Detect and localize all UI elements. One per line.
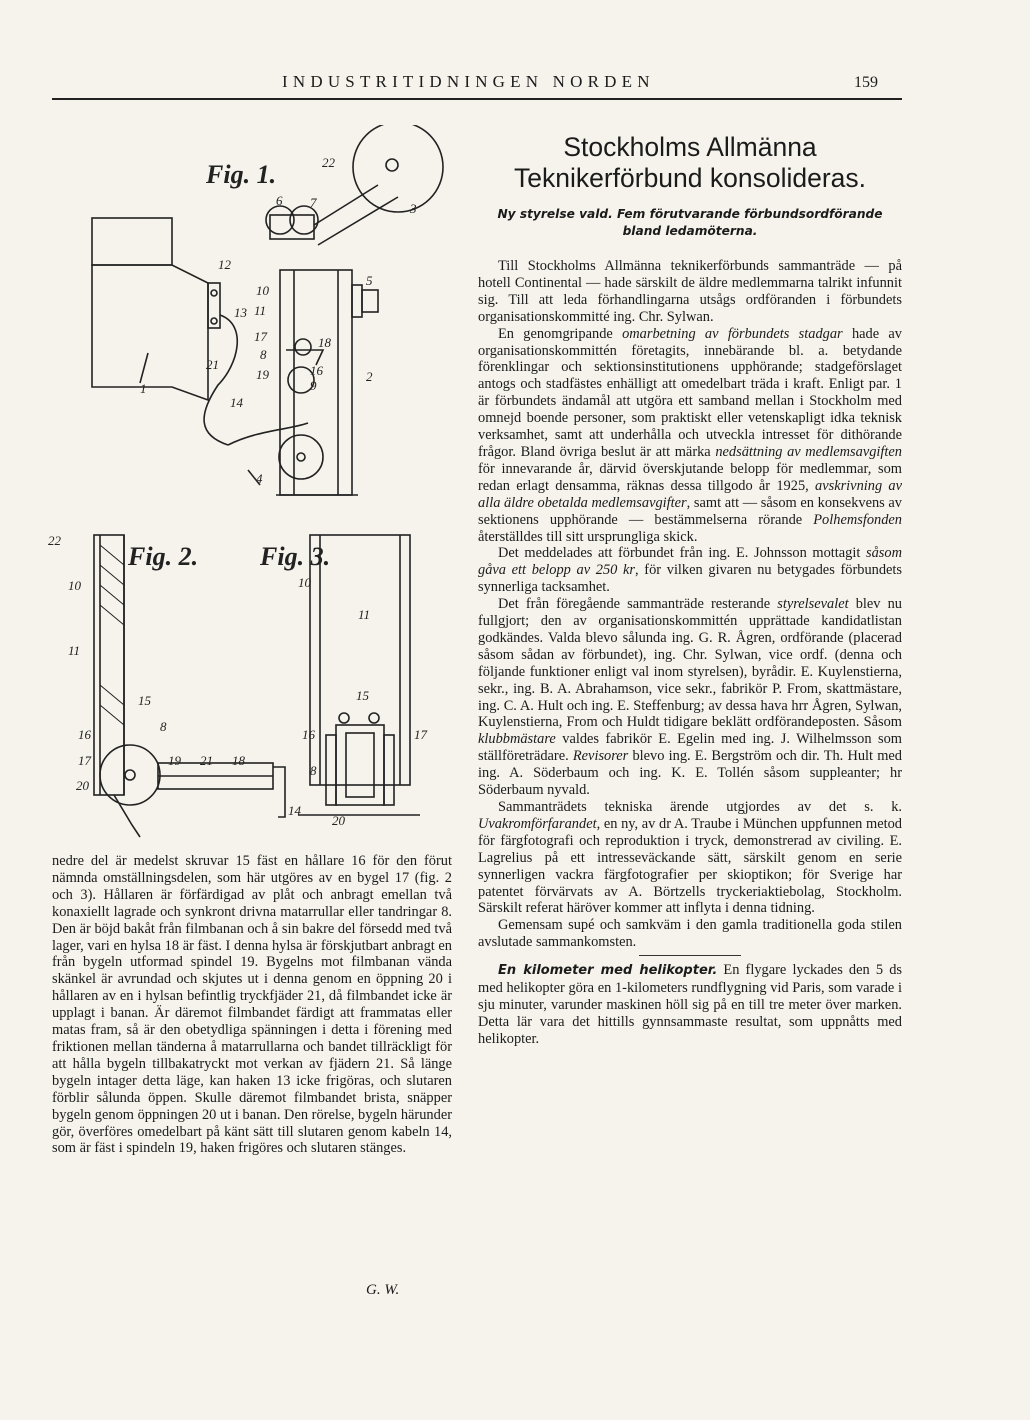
fig2-num: 8 — [160, 719, 167, 734]
fig3-num: 17 — [414, 727, 427, 742]
fig2-num: 15 — [138, 693, 151, 708]
fig1-num: 14 — [230, 395, 243, 410]
notice-paragraph: En kilometer med helikopter. En flygare lyckades den 5 ds med helikopter göra en 1-kilometers rundflygning vid Paris, som varade i sju minuter, varunder maskinen höll sig på en till tre meter över marken. Detta lär vara det hittills gynnsammaste resultat, som uppnåtts med helikopter. — [478, 962, 903, 1047]
article-paragraph: Det från föregående sammanträde resterande styrelsevalet blev nu fullgjort; den av organisationskommittén upprättade kandidatlistan godkändes. Valda blevo sålunda ing. G. R. Ågren, ordförande (placerad såsom sådan av förbundet), ing. Chr. Sylwan, vice ordf. (denna och följande funktioner enligt val inom styrelsen), byrådir. E. Kuylenstierna, sekr., ing. B. A. Abrahamson, vice sekr., fabrikör P. From, skattmästare, ing. C. A. Hult och ing. E. Steffenburg; av dessa hava hrr Ågren, Sylwan, Kuylenstierna, From och Huldt tidigare beklätt ordförandeposten. Såsom klubbmästare valdes fabrikör E. Egelin med ing. J. Wilhelmsson som ställföreträdare. Revisorer blevo ing. E. Bergström och dir. Th. Hult med ing. A. Söderbaum och ing. K. E. Tollén såsom suppleanter; hr Söderbaum nyvald. — [478, 596, 902, 799]
fig2-label: Fig. 2. — [128, 542, 199, 571]
article-body — [478, 258, 902, 951]
fig1-num: 18 — [318, 335, 331, 350]
fig1-num: 6 — [276, 193, 283, 208]
fig2-num: 21 — [200, 753, 213, 768]
fig1-num: 2 — [366, 369, 373, 384]
article-paragraph: Till Stockholms Allmänna teknikerförbunds sammanträde — på hotell Continental — hade särskilt de äldre medlemmarna talrikt infunnit sig. Till att leda förhandlingarna utsågs ordföranden i förbundets organisationskommitté ing. Chr. Sylwan. — [478, 258, 902, 325]
running-title: INDUSTRITIDNINGEN NORDEN — [282, 72, 655, 91]
article-divider — [639, 955, 741, 956]
article-headline: Stockholms Allmänna Teknikerförbund konsolideras. — [513, 132, 867, 193]
fig3-label: Fig. 3. — [260, 542, 331, 571]
fig3-num: 16 — [302, 727, 315, 742]
fig2-num: 16 — [78, 727, 91, 742]
page-header — [270, 72, 890, 96]
page-number: 159 — [854, 74, 878, 91]
fig1-num: 12 — [218, 257, 231, 272]
author-signature: G. W. — [366, 1282, 400, 1298]
patent-description — [52, 853, 452, 1157]
patent-figures — [48, 125, 488, 840]
article-subhead: Ny styrelse vald. Fem förutvarande förbundsordförande bland ledamöterna. — [497, 207, 883, 238]
fig1-num: 3 — [410, 201, 417, 216]
fig3-num: 20 — [332, 813, 345, 828]
header-rule — [52, 98, 902, 100]
fig3-num: 15 — [356, 688, 369, 703]
figure-2-drawing — [94, 535, 285, 837]
fig2-num: 11 — [68, 643, 81, 658]
figure-reference-numbers — [48, 155, 428, 828]
fig2-num: 14 — [288, 803, 301, 818]
notice-lead: En kilometer med helikopter. — [498, 963, 718, 979]
article-paragraph: Det meddelades att förbundet från ing. E. Johnsson mottagit såsom gåva ett belopp av 250 kr, för vilken givaren nu betygades förbundets synnerliga tacksamhet. — [478, 545, 903, 596]
article-paragraph: Gemensam supé och samkväm i den gamla traditionella goda stilen avslutade sammankomsten. — [478, 917, 902, 951]
fig1-num: 7 — [310, 195, 317, 210]
fig1-num: 11 — [254, 303, 267, 318]
article-paragraph: En genomgripande omarbetning av förbundets stadgar hade av organisationskommittén företagits, innebärande bl. a. betydande förenklingar och sektionsinstitutionens upphörande; stadgeförslaget antogs och stadfästes enhälligt att omedelbart träda i kraft. Enligt par. 1 är förbundets ändamål att utgöra ett samband mellan i Stockholm med omnejd boende personer, som praktiskt eller vetenskapligt idka teknisk verksamhet, samt att underhålla och utveckla intresset för dithörande frågor. Bland övriga beslut är att märka nedsättning av medlemsavgiften för innevarande år, därvid överskjutande belopp för medlemmar, som redan erlagt densamma, räknas dessa tillgodo år 1925, avskrivning av alla äldre obetalda medlemsavgifter, samt att — såsom en konsekvens av sektionens upphörande — bestämmelserna rörande Polhemsfonden återställdes till sitt ursprungliga skick. — [478, 325, 902, 545]
helicopter-notice — [478, 962, 902, 1048]
fig1-num: 8 — [260, 347, 267, 362]
fig1-num: 1 — [140, 381, 147, 396]
fig3-num: 10 — [298, 575, 311, 590]
fig3-num: 8 — [310, 763, 317, 778]
patent-description-text: nedre del är medelst skruvar 15 fäst en hållare 16 för den förut nämnda omställningsdelen, som här utgöres av en bygel 17 (fig. 2 och 3). Hållaren är förfärdigad av plåt och anbragt emellan två konaxiellt lagrade och synkront drivna matarrullar eller tandringar 8. Den är böjd bakåt från filmbanan och å sin bakre del försedd med två lager, vari en hylsa 18 är fäst. I denna hylsa är förskjutbart anbragt en från bygeln utformad spindel 19. Bygelns mot filmbanan vända skänkel är avrundad och skjutes ut i denna genom en öppning 20 i hållaren av en i hylsan befintlig tryckfjäder 21, då filmbandet icke är upplagt i banan. Är däremot filmbandet färdigt att frammatas eller matas fram, så är den obetydliga spänningen i detta i förening med friktionen mellan tänderna å matarrullarna och bandet tillräckligt för att hålla bygeln tillbakatryckt mot verkan av fjädern 21. Så länge bygeln intager detta läge, kan haken 13 icke frigöras, och slutaren förblir sålunda öppen. Skulle däremot filmbandet brista, snäpper bygeln genom öppningen 20 ut i banan. Den rörelse, bygeln härunder gör, överföres omedelbart på känt sätt till slutaren genom kabeln 14, som är fäst i spindeln 19, haken frigöres och slutaren stänges. — [52, 853, 452, 1157]
fig1-label: Fig. 1. — [206, 160, 277, 189]
fig1-num: 21 — [206, 357, 219, 372]
fig1-num: 19 — [256, 367, 269, 382]
fig2-num: 18 — [232, 753, 245, 768]
fig1-num: 13 — [234, 305, 247, 320]
fig1-num: 22 — [322, 155, 335, 170]
fig1-num: 16 — [310, 363, 323, 378]
fig2-num: 17 — [78, 753, 91, 768]
fig1-num: 4 — [256, 471, 263, 486]
fig3-num: 11 — [358, 607, 371, 622]
article-paragraph: Sammanträdets tekniska ärende utgjordes av det s. k. Uvakromförfarandet, en ny, av dr A. Traube i München uppfunnen metod för färgfotografi och reproduktion i tryck, demonstrerad av civiling. E. Lagrelius på ett intresseväckande sätt, särskilt genom en serie synnerligen vackra färgfotografier per skioptikon; för Sverige har patentet förvärvats av A. Börtzells tryckeriaktiebolag, Stockholm. Särskilt referat häröver kommer att inflyta i denna tidning. — [478, 799, 902, 917]
fig1-num: 17 — [254, 329, 267, 344]
article-column — [478, 132, 902, 1048]
fig1-num: 10 — [256, 283, 269, 298]
fig1-num: 9 — [310, 378, 317, 393]
fig2-num: 10 — [68, 578, 81, 593]
fig1-num: 5 — [366, 273, 373, 288]
fig2-num: 20 — [76, 778, 89, 793]
fig2-num: 22 — [48, 533, 61, 548]
fig2-num: 19 — [168, 753, 181, 768]
